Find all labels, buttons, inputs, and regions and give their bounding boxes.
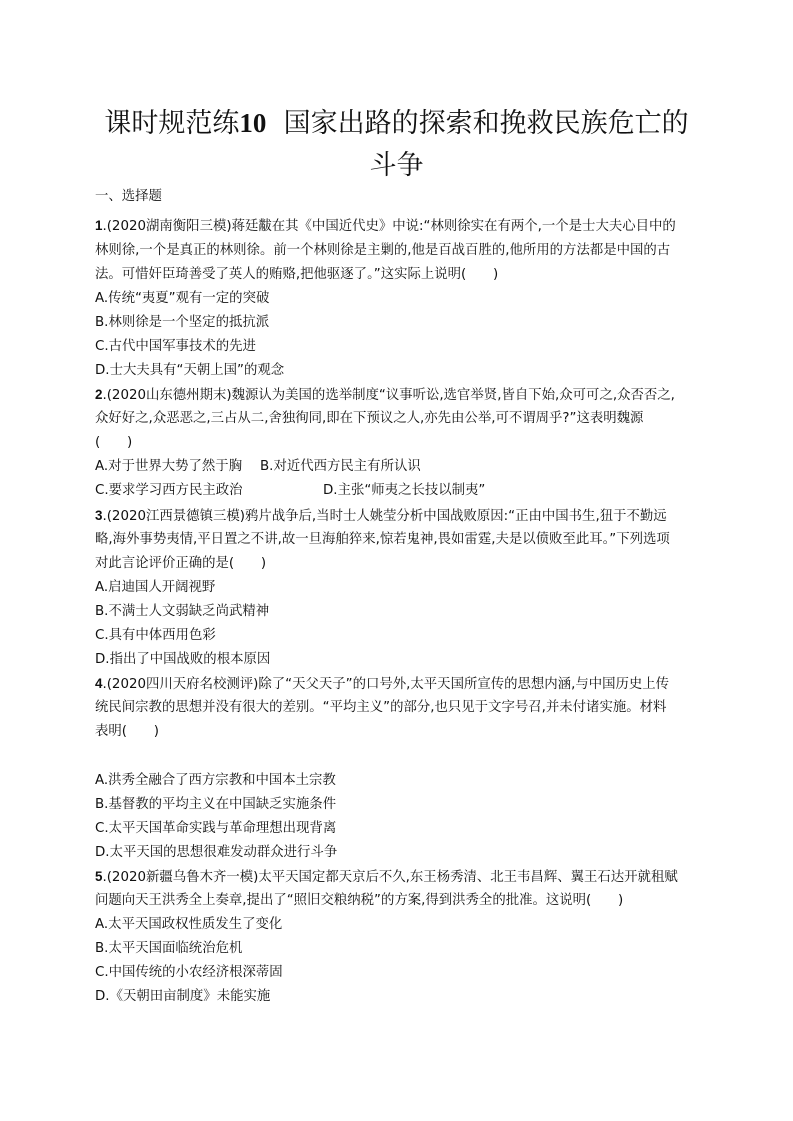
q3-option-d: D.指出了中国战败的根本原因 [95,652,271,667]
q4-option-b: B.基督教的平均主义在中国缺乏实施条件 [95,797,337,812]
q4-option-a: A.洪秀全融合了西方宗教和中国本土宗教 [95,773,336,788]
q4-number: 4 [95,676,103,691]
q1-line-2: 林则徐,一个是真正的林则徐。前一个林则徐是主剿的,他是百战百胜的,他所用的方法都是中国的古 [95,243,671,258]
q3-text-1: .(2020江西景德镇三模)鸦片战争后,当时士人姚莹分析中国战败原因:“正由中国书生,狃于不勤远 [102,509,667,524]
q4-line-1 [95,673,700,696]
title-prefix: 课时规范练 [104,108,240,139]
section-heading: 一、选择题 [95,189,162,204]
q2-text-1: .(2020山东德州期末)魏源认为美国的选举制度“议事听讼,选官举贤,皆自下始,众可可之,众否否之, [102,388,675,403]
q5-line-1 [95,866,700,889]
q1-option-b: B.林则徐是一个坚定的抵抗派 [95,315,270,330]
q2-line-3: ( ) [95,435,133,450]
q3-line-3: 对此言论评价正确的是( ) [95,556,267,571]
page-title-line-2: 斗争 [369,150,424,181]
q2-option-b: B.对近代西方民主有所认识 [260,459,421,474]
q5-line-2: 问题向天王洪秀全上奏章,提出了“照旧交粮纳税”的方案,得到洪秀全的批准。这说明( ) [95,893,624,908]
q4-option-d: D.太平天国的思想很难发动群众进行斗争 [95,845,338,860]
q4-line-2: 统民间宗教的思想并没有很大的差别。“平均主义”的部分,也只见于文字号召,并未付诸实施。材料 [95,700,667,715]
q1-option-d: D.士大夫具有“天朝上国”的观念 [95,363,285,378]
q2-line-1 [95,384,700,407]
q2-number: 2 [95,387,103,402]
q5-option-a: A.太平天国政权性质发生了变化 [95,917,283,932]
q5-text-1: .(2020新疆乌鲁木齐一模)太平天国定都天京后不久,东王杨秀清、北王韦昌辉、翼王石达开就租赋 [102,870,678,885]
title-rest: 国家出路的探索和挽救民族危亡的 [283,108,689,139]
q4-line-3: 表明( ) [95,724,160,739]
q4-text-1: .(2020四川天府名校测评)除了“天父天子”的口号外,太平天国所宣传的思想内涵,与中国历史上传 [102,677,670,692]
q1-number: 1 [95,218,103,233]
q1-option-c: C.古代中国军事技术的先进 [95,339,256,354]
q3-option-c: C.具有中体西用色彩 [95,628,216,643]
q1-line-3: 法。可惜奸臣琦善受了英人的贿赂,把他驱逐了。”这实际上说明( ) [95,267,499,282]
q1-option-a: A.传统“夷夏”观有一定的突破 [95,291,270,306]
q1-text-1: .(2020湖南衡阳三模)蒋廷黻在其《中国近代史》中说:“林则徐实在有两个,一个是士大夫心目中的 [102,219,676,234]
page-title-line-1 [60,104,733,143]
q4-option-c: C.太平天国革命实践与革命理想出现背离 [95,821,337,836]
q2-option-d: D.主张“师夷之长技以制夷” [323,483,486,498]
q5-number: 5 [95,869,103,884]
q2-line-2: 众好好之,众恶恶之,三占从二,舍独徇同,即在下预议之人,亦先由公举,可不谓周乎?”这表明魏源 [95,411,644,426]
q5-option-c: C.中国传统的小农经济根深蒂固 [95,965,283,980]
q3-line-1 [95,505,700,528]
q3-option-b: B.不满士人文弱缺乏尚武精神 [95,604,270,619]
q2-option-a: A.对于世界大势了然于胸 [95,459,243,474]
q3-line-2: 略,海外事势夷情,平日置之不讲,故一旦海舶猝来,惊若鬼神,畏如雷霆,夫是以偾败至此耳。”下列选项 [95,532,670,547]
q1-line-1 [95,215,700,238]
title-number: 10 [239,108,267,138]
q5-option-d: D.《天朝田亩制度》未能实施 [95,989,271,1004]
q3-number: 3 [95,508,103,523]
q2-option-c: C.要求学习西方民主政治 [95,483,243,498]
q3-option-a: A.启迪国人开阔视野 [95,580,216,595]
q5-option-b: B.太平天国面临统治危机 [95,941,243,956]
